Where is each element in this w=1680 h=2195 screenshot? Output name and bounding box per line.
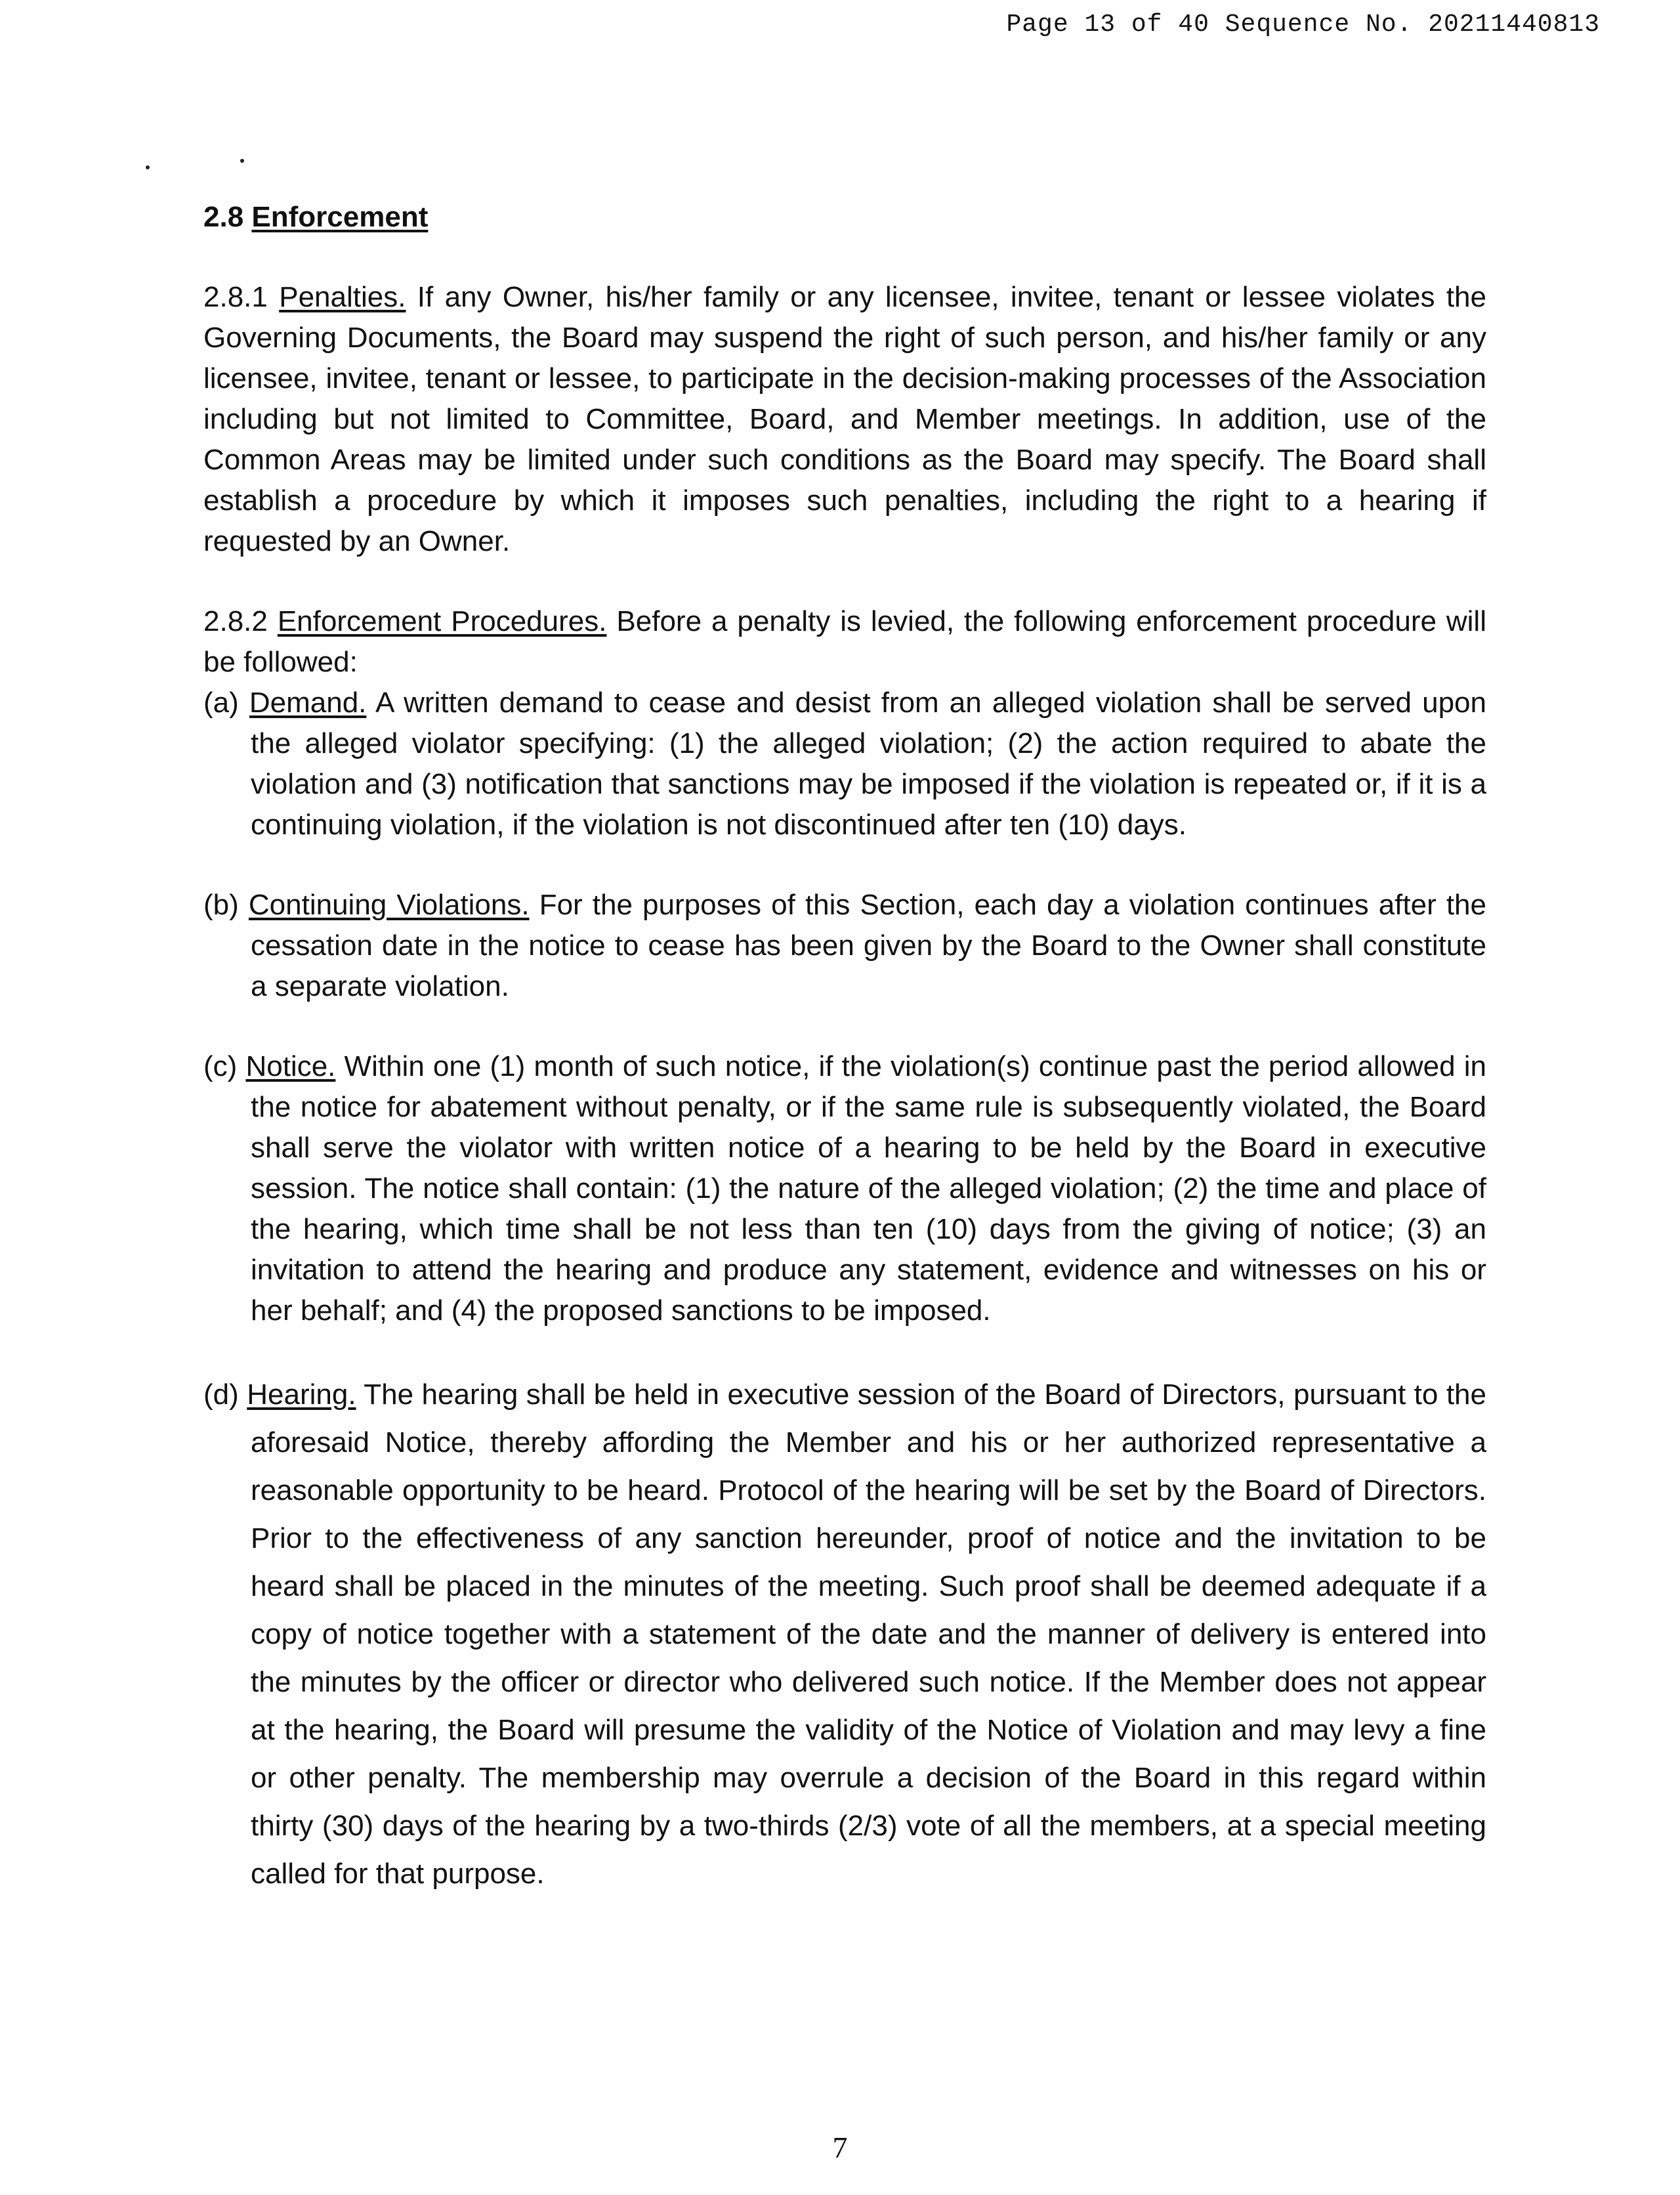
clause-heading: Penalties.: [279, 281, 406, 313]
clause-number: 2.8.1: [203, 281, 268, 313]
page-sequence-header: Page 13 of 40 Sequence No. 20211440813: [1006, 11, 1600, 39]
item-text: For the purposes of this Section, each day a violation continues after the cessation date in the notice to cease has been given by the Board to the Owner shall constitute a separate violation.: [251, 889, 1487, 1002]
section-title: Enforcement: [251, 201, 429, 233]
clause-text: If any Owner, his/her family or any licensee, invitee, tenant or lessee violates the Governing Documents, the Board may suspend the right of such person, and his/her family or any licensee, invitee, tenant or lessee, to participate in the decision-making processes of the Association including but not limited to Committee, Board, and Member meetings. In addition, use of the Common Areas may be limited under such conditions as the Board may specify. The Board shall establish a procedure by which it imposes such penalties, including the right to a hearing if requested by an Owner.: [203, 281, 1487, 557]
item-text: A written demand to cease and desist from an alleged violation shall be served upon the alleged violator specifying: (1) the alleged violation; (2) the action required to abate the violation and (3) notification that sanctions may be imposed if the violation is repeated or, if it is a continuing violation, if the violation is not discontinued after ten (10) days.: [251, 687, 1486, 841]
item-text: Within one (1) month of such notice, if the violation(s) continue past the period allowed in the notice for abatement without penalty, or if the same rule is subsequently violated, the Board shall serve the violator with written notice of a hearing to be held by the Board in executive session. The notice shall contain: (1) the nature of the alleged violation; (2) the time and place of the hearing, which time shall be not less than ten (10) days from the giving of notice; (3) an invitation to attend the hearing and produce any statement, evidence and witnesses on his or her behalf; and (4) the proposed sanctions to be imposed.: [251, 1050, 1486, 1327]
procedure-item-hearing: [203, 1371, 1486, 1898]
item-heading: Demand.: [249, 687, 367, 719]
page-number: 7: [832, 2131, 848, 2164]
item-marker: (a): [203, 687, 239, 719]
procedure-item-continuing-violations: [203, 885, 1486, 1007]
section-number: 2.8: [203, 201, 244, 233]
procedures-intro: [203, 601, 1486, 683]
clause-number: 2.8.2: [203, 605, 268, 637]
document-body: [203, 197, 1486, 1898]
item-marker: (d): [203, 1378, 239, 1411]
item-text: The hearing shall be held in executive session of the Board of Directors, pursuant to the aforesaid Notice, thereby affording the Member and his or her authorized representative a reasonable opportunity to be heard. Protocol of the hearing will be set by the Board of Directors. Prior to the effectiveness of any sanction hereunder, proof of notice and the invitation to be heard shall be placed in the minutes of the meeting. Such proof shall be deemed adequate if a copy of notice together with a statement of the date and the manner of delivery is entered into the minutes by the officer or director who delivered such notice. If the Member does not appear at the hearing, the Board will presume the validity of the Notice of Violation and may levy a fine or other penalty. The membership may overrule a decision of the Board in this regard within thirty (30) days of the hearing by a two-thirds (2/3) vote of all the members, at a special meeting called for that purpose.: [251, 1378, 1486, 1890]
scan-speck: [240, 159, 244, 163]
procedure-item-demand: [203, 683, 1486, 845]
clause-text: Before a penalty is levied, the following enforcement procedure will be followed:: [203, 605, 1486, 678]
item-heading: Hearing.: [247, 1378, 356, 1411]
section-heading: [203, 197, 1486, 238]
item-marker: (b): [203, 889, 239, 921]
item-heading: Continuing Violations.: [248, 889, 530, 921]
procedure-item-notice: [203, 1046, 1486, 1331]
scan-speck: [146, 165, 150, 169]
penalties-paragraph: [203, 277, 1486, 562]
clause-heading: Enforcement Procedures.: [277, 605, 607, 637]
item-marker: (c): [203, 1050, 238, 1082]
item-heading: Notice.: [245, 1050, 336, 1082]
